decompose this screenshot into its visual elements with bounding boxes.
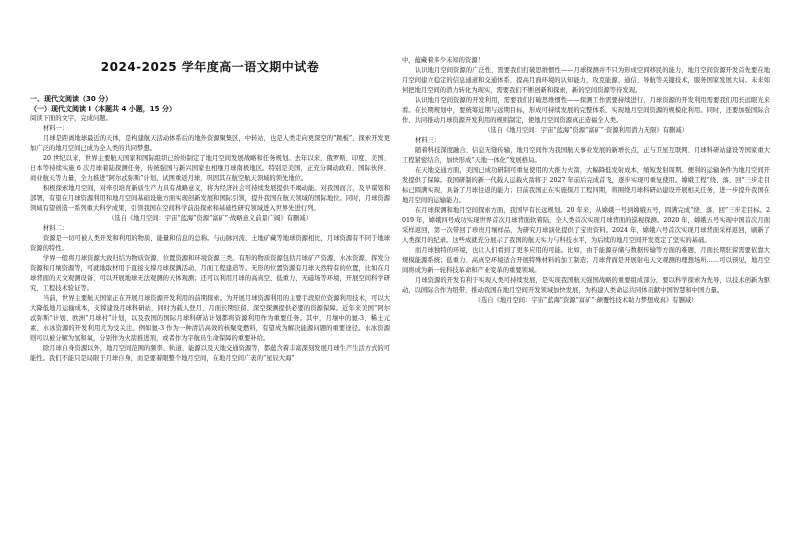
exam-title: 2024-2025 学年度高一语文期中试卷 [100, 60, 320, 74]
instruction-text: 阅读下面的文字，完成问题。 [30, 115, 112, 122]
material2-paragraph: 当前，世界主要航天国家正在开展月球资源开发利用的前期探索。为开展月球资源利用的主要手段原位资源利用技术，可以大大降低地月运输成本，支撑建设月球科研站，同时为载人登月、月面长期驻留、深空探测提供必要的资源保障。近年来美国“阿尔忒弥斯”计划、欧洲“月球村”计划，以及我国的国际月球科研站计划都将资源利用作为重要任务。其中，月壤中的氦-3、稀土元素、水冰资源的开发利用尤为受关注。例如氦-3 作为一种清洁高效的核聚变燃料，有望成为解决能源问题的重要途径。水冰资源则可以被分解为氢和氧，分别作为火箭推进剂，或者作为宇航员生命保障的重要补给。 [30, 295, 390, 342]
material2-source: （选自《地月空间：宇宙“蓝海”资源“富矿”·资源利用潜力无限》有删减） [484, 127, 688, 134]
material3-source: （选自《地月空间：宇宙“蓝海”资源“富矿”·颠覆性技术助力梦想成真》有删减） [474, 297, 698, 304]
material2-paragraph: 学界一般将月球资源大致归结为物质资源、位置资源和环境资源三类。有形的物质资源包括月球矿产资源、水冰资源、挥发分资源和月壤资源等，可就地取材用于直接支撑月球探测活动、月面工程建造等。无形的位置资源有月球天然特有的位置，比如在月球背面的天文观测设备，可以开展地球无法观测的天体观测；还可以利用月球的高真空、低重力、无磁场等环境，开展空间科学研究、工程技术验证等。 [30, 255, 390, 292]
material2-label: 材料二： [43, 225, 69, 232]
material1-paragraph: 积极探索地月空间，对牵引培育新质生产力具有战略意义，将为经济社会可持续发展提供不竭动能。对我国而言，及早谋划和部署，有望在月球资源利用和地月空间基础设施方面实现创新发展和国际引领，提升我国在航天领域的国际地位。同时，月球资源领域有望创造一系列重大科学成果，引领我国在空间科学前沿探索和基础性研究领域进入世界先进行列。 [30, 185, 390, 212]
material3-paragraph: 随着科技深度融合、信息无缝传输，地月空间作为我国航天事业发展的新增长点，正与卫星互联网、月球科研站建设等国家重大工程紧密结合，加快形成“天地一体化”发展格局。 [402, 147, 770, 164]
material3-paragraph: 在天地交通方面，美国已成功研制可重复使用的大推力火箭，大幅降低发射成本，缩短发射周期。便利的运输条件为地月空间开发提供了保障。我国研制的新一代载人运载火箭将于 2027 年前后完成首飞，逐步实现可重复使用。嫦娥工程“绕、落、回”三步走目标已圆满实现，具备了月球往返的能力；目前我国正在实施探月工程四期，将围绕月球科研站建设开展相关任务，进一步提升我国在地月空间的运输能力。 [402, 167, 770, 204]
material1-label: 材料一： [43, 125, 69, 132]
material2-paragraph: 资源是一切可被人类开发和利用的物质、能量和信息的总称。与山脉河流、土地矿藏等地球资源相比，月球资源有不同于地球资源的特性。 [30, 235, 390, 252]
material2-continuation: 中，蕴藏着多少未知的资源！ [402, 57, 484, 64]
material2-paragraph: 认识地月空间资源的广泛性，需要我们打破思维惯性——月球探测并不只为形成空间移民的能力，地月空间资源开发首先要在地月空间建立稳定的信息通道和交通体系，提高月面环境的认知能力，攻克能源、通信、导航等关键技术，服务国家发展大局。未来如何把地月空间的潜力转化为现实，需要我们不断创新和探索，新的空间资源等待发现。 [402, 67, 770, 94]
right-column [402, 56, 770, 306]
subsection-heading: （一）现代文阅读 I（本题共 4 小题，15 分） [30, 105, 176, 113]
material1-paragraph: 月球是距离地球最近的天体，是构建航天活动体系后的地外资源聚集区，中转站，也是人类走向更深空的“跳板”，探索开发更加广泛的地月空间已成为全人类的共同梦想。 [30, 135, 390, 152]
material3-label: 材料三： [415, 137, 441, 144]
material2-paragraph: 除月球自身资源以外，地月空间范围的频率、轨道、能源以及天地交通资源等，都蕴含着丰富深刻发展月球生产生活方式的可能性。我们不能只是局限于月球自身，而是要着眼整个地月空间，在地月空间广袤的“星辰大海” [30, 345, 390, 362]
left-column [30, 94, 390, 364]
material1-source: （选自《地月空间：宇宙“蓝海”资源“富矿”·战略意义前景广阔》有删减） [108, 215, 312, 222]
material3-paragraph: 月球资源的开发有利于实现人类可持续发展，是实现我国航天强国战略的重要组成部分，要以科学探索为先导，以技术创新为驱动，以国际合作为纽带，推动我国在地月空间开发领域加快发展，为构建人类命运共同体贡献中国智慧和中国力量。 [402, 277, 770, 294]
section-heading: 一、现代文阅读（30 分） [30, 95, 113, 103]
material1-paragraph: 20 世纪以来，世界主要航天国家和国际组织已纷纷制定了地月空间发展战略和任务规划。去年以来，俄罗斯、印度、美国、日本等持续实施 6 次月球着陆探测任务，传统强国与新兴国家也相继月球南极地区。特别是美国，正充分调动政府、国际伙伴、商业航天等力量，全力推进“阿尔忒弥斯”计划，试图重返月球，巩固其在航空航天领域的领先地位。 [30, 155, 390, 182]
material2-paragraph: 认识地月空间资源的开发利用，需要我们打破思维惯性——探测工作需要持续进行，月球资源的开发利用需要我们用长远眼光来看。在长期规划中，要统筹近期与远期目标，形成可持续发展的完整体系，实现地月空间资源的规模化利用。同时，还要加强国际合作，共同推动月球资源开发利用的规则制定，使地月空间资源真正造福全人类。 [402, 97, 770, 124]
material3-paragraph: 在月球探测和地月空间探索方面，我国早有长远规划。20 年来，从嫦娥一号到嫦娥五号，圆满完成“绕、落、回”三步走目标。2019 年，嫦娥四号成功实现世界首次月球背面软着陆，全人类首次实现月球背面的巡视探测。2020 年，嫦娥五号实现中国首次月面采样返回，第一次带回了珍贵月壤样品，为研究月球演化提供了宝贵资料。2024 年，嫦娥六号首次实现月球背面采样返回，刷新了人类探月的纪录。这些成就充分展示了我国的航天实力与科技水平，为后续的地月空间开发奠定了坚实的基础。 [402, 207, 770, 244]
material3-paragraph: 而月球独特的环境，也让人们看到了更多应用的可能。比如，由于能源存储与数据传输等方面的难题，月面长期驻留需要依靠大规模能源系统；低重力、高真空环境适合开展特殊材料的加工制造；月球背面是开展射电天文观测的理想场所……可以预见，地月空间将成为新一轮科技革命和产业变革的重要领域。 [402, 247, 770, 274]
